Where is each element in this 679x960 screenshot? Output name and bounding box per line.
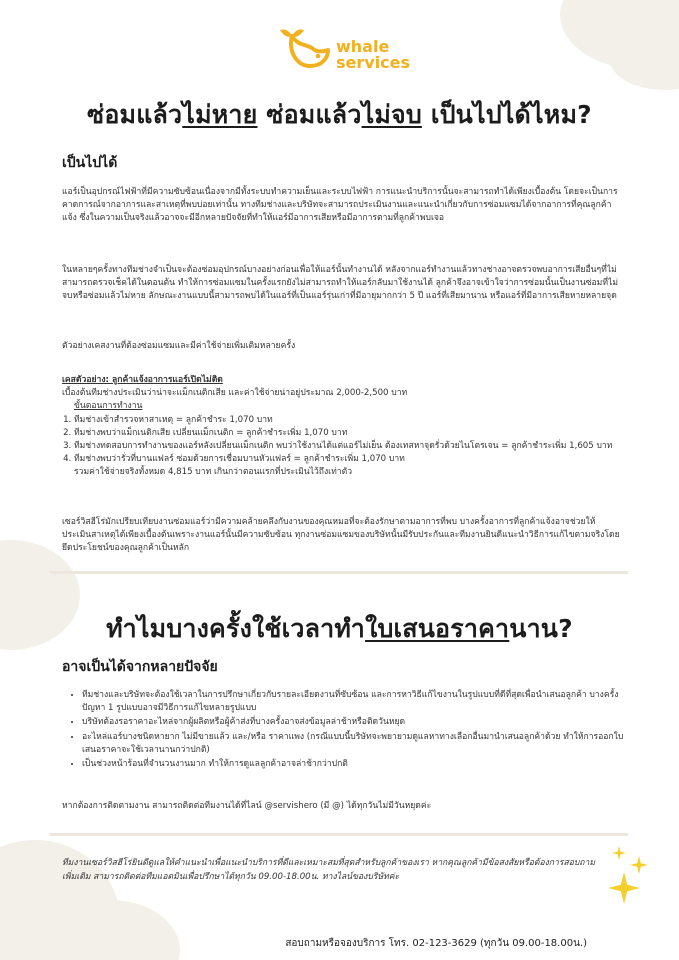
- case-title: เคสตัวอย่าง: ลูกค้าแจ้งอาการแอร์เปิดไม่ติด: [62, 375, 223, 385]
- section2-title: [0, 609, 679, 649]
- reasons-block: [62, 689, 624, 772]
- case-intro: เบื้องต้นทีมช่างประเมินว่าน่าจะแม็กเนติกเสีย และค่าใช้จ่ายน่าอยู่ประมาณ 2,000-2,500 บาท: [62, 388, 408, 399]
- list-item: • บริษัทต้องรอราคาอะไหล่จากผู้ผลิตหรือผู้ค้าส่งที่บางครั้งอาจส่งข้อมูลล่าช้าหรือติดวันหยุด: [82, 716, 624, 729]
- paragraph-2: ในหลายๆครั้งทางทีมช่างจำเป็นจะต้องซ่อมอุปกรณ์บางอย่างก่อนเพื่อให้แอร์นั้นทำงานได้ หลังจากแอร์ทำงานแล้วทางช่างอาจตรวจพบอาการเสียอื่นๆที่ไม่สามารถตรวจเช็คได้ในตอนต้น ทำให้การซ่อมแซมในครั้งแรกยังไม่สามารถทำให้แอร์กลับมาใช้งานได้ ลูกค้าจึงอาจเข้าใจว่าการซ่อมนั้นเป็นงานซ่อมที่ไม่จบหรือซ่อมแล้วไม่หาย ลักษณะงานแบบนี้สามารถพบได้ในแอร์ที่เป็นแอร์รุ่นเก่าที่มีอายุมากกว่า 5 ปี แอร์ที่เสียมานาน หรือแอร์ที่มีอาการเสียหายหลายจุด: [62, 265, 619, 302]
- case-block: [62, 374, 624, 480]
- brand-name: [336, 39, 410, 71]
- case-steps-title: ขั้นตอนการทำงาน: [74, 401, 143, 412]
- contact-phone-line: สอบถามหรือจองบริการ โทร. 02-123-3629 (ทุกวัน 09.00-18.00น.): [285, 938, 587, 949]
- section1-title: [0, 95, 679, 135]
- title-underlined: ไม่หาย: [182, 100, 258, 129]
- section-divider: [50, 833, 628, 836]
- list-item: • เป็นช่วงหน้าร้อนที่จำนวนงานมาก ทำให้การดูแลลูกค้าอาจล่าช้ากว่าปกติ: [82, 758, 624, 771]
- line-contact-text: หากต้องการติดตามงาน สามารถติดต่อทีมงานได้ที่ไลน์ @servishero (มี @) ได้ทุกวันไม่มีวันหยุดค่ะ: [62, 801, 432, 811]
- title-text: นาน?: [509, 614, 573, 643]
- footer-note: ทีมงานเซอร์วิสฮีโร่ยินดีดูแลให้คำแนะนำเพื่อแนะนำบริการที่ดีและเหมาะสมที่สุดสำหรับลูกค้าของเรา หากคุณลูกค้ามีข้อสงสัยหรือต้องการสอบถามเพิ่มเติม สามารถติดต่อทีมแอดมินเพื่อปรึกษาได้ทุกวัน 09.00-18.00น. ทางไลน์ของบริษัทค่ะ: [62, 858, 596, 882]
- section-divider: [50, 571, 628, 574]
- sparkle-icon: [608, 872, 640, 904]
- whale-services-logo: [276, 22, 416, 76]
- paragraph-3: ตัวอย่างเคสงานที่ต้องซ่อมแซมและมีค่าใช้จ่ายเพิ่มเติมหลายครั้ง: [62, 341, 296, 351]
- sparkle-icon: [612, 846, 626, 860]
- title-underlined: ใบเสนอราคา: [365, 614, 510, 643]
- section1-heading: เป็นไปได้: [62, 155, 118, 171]
- case-total: รวมค่าใช้จ่ายจริงทั้งหมด 4,815 บาท เกินกว่าตอนแรกที่ประเมินไว้ถึงเท่าตัว: [74, 467, 353, 478]
- title-underlined: ไม่จบ: [361, 100, 422, 129]
- reasons-list: [62, 689, 624, 771]
- title-text: ทำไมบางครั้งใช้เวลาทำ: [106, 614, 366, 643]
- title-text: เป็นไปได้ไหม?: [421, 100, 592, 129]
- paragraph-4: เซอร์วิสฮีโร่มักเปรียบเทียบงานซ่อมแอร์ว่ามีความคล้ายคลึงกับงานของคุณหมอที่จะต้องรักษาตามอาการที่พบ บางครั้งอาการที่ลูกค้าแจ้งอาจช่วยให้ประเมินสาเหตุได้เพียงเบื้องต้นเพราะงานแอร์นั้นมีความซับซ้อน ทุกงานซ่อมแซมของบริษัทนั้นมีรับประกันและทีมงานยินดีแนะนำวิธีการแก้ไขตามจริงโดยยึดประโยชน์ของคุณลูกค้าเป็นหลัก: [62, 517, 620, 554]
- brand-line2: services: [336, 53, 411, 72]
- case-step: 3. ทีมช่างทดสอบการทำงานของแอร์หลังเปลี่ยนแม็กเนติก พบว่าใช้งานได้แต่แอร์ไม่เย็น ต้องเทสหาจุดรั่วด้วยไนโตรเจน = ลูกค้าชำระเพิ่ม 1,605 บาท: [74, 440, 624, 453]
- list-item: • ทีมช่างและบริษัทจะต้องใช้เวลาในการปรึกษาเกี่ยวกับรายละเอียดงานที่ซับซ้อน และการหาวิธีแก้ไขงานในรูปแบบที่ดีที่สุดเพื่อนำเสนอลูกค้า บางครั้งปัญหา 1 รูปแบบอาจมีวิธีการแก้ไขหลายรูปแบบ: [82, 689, 624, 715]
- whale-icon: [276, 22, 332, 72]
- list-item: • อะไหล่แอร์บางชนิดหายาก ไม่มีขายแล้ว และ/หรือ ราคาแพง (กรณีแบบนี้บริษัทจะพยายามดูแลหาทางเลือกอื่นมานำเสนอลูกค้าด้วย ทำให้การออกใบเสนอราคาจะใช้เวลานานกว่าปกติ): [82, 731, 624, 757]
- title-text: ซ่อมแล้ว: [257, 100, 362, 129]
- section2-heading: อาจเป็นได้จากหลายปัจจัย: [62, 659, 218, 675]
- brand-line1: whale: [336, 37, 390, 56]
- title-text: ซ่อมแล้ว: [87, 100, 183, 129]
- case-step: 2. ทีมช่างพบว่าแม็กเนติกเสีย เปลี่ยนแม็กเนติก = ลูกค้าชำระเพิ่ม 1,070 บาท: [74, 427, 624, 440]
- case-steps-list: [62, 414, 624, 467]
- paragraph-1: แอร์เป็นอุปกรณ์ไฟฟ้าที่มีความซับซ้อนเนื่องจากมีทั้งระบบทำความเย็นและระบบไฟฟ้า การแนะนำบริการนั้นจะสามารถทำได้เพียงเบื้องต้น โดยจะเป็นการคาดการณ์จากอาการและสาเหตุที่พบบ่อยเท่านั้น ทางทีมช่างและบริษัทจะสามารถประเมินงานและแนะนำเกี่ยวกับการซ่อมแซมได้จากอาการที่คุณลูกค้าแจ้ง ซึ่งในความเป็นจริงแล้วอาจจะมีอีกหลายปัจจัยที่ทำให้แอร์มีอาการเสียหรือมีอาการตามที่ลูกค้าพบเจอ: [62, 187, 618, 224]
- case-step: 1. ทีมช่างเข้าสำรวจหาสาเหตุ = ลูกค้าชำระ 1,070 บาท: [74, 414, 624, 427]
- case-step: 4. ทีมช่างพบว่ารั่วที่บานแฟลร์ ซ่อมด้วยการเชื่อมบานหัวแฟลร์ = ลูกค้าชำระเพิ่ม 1,070 บาท: [74, 453, 624, 466]
